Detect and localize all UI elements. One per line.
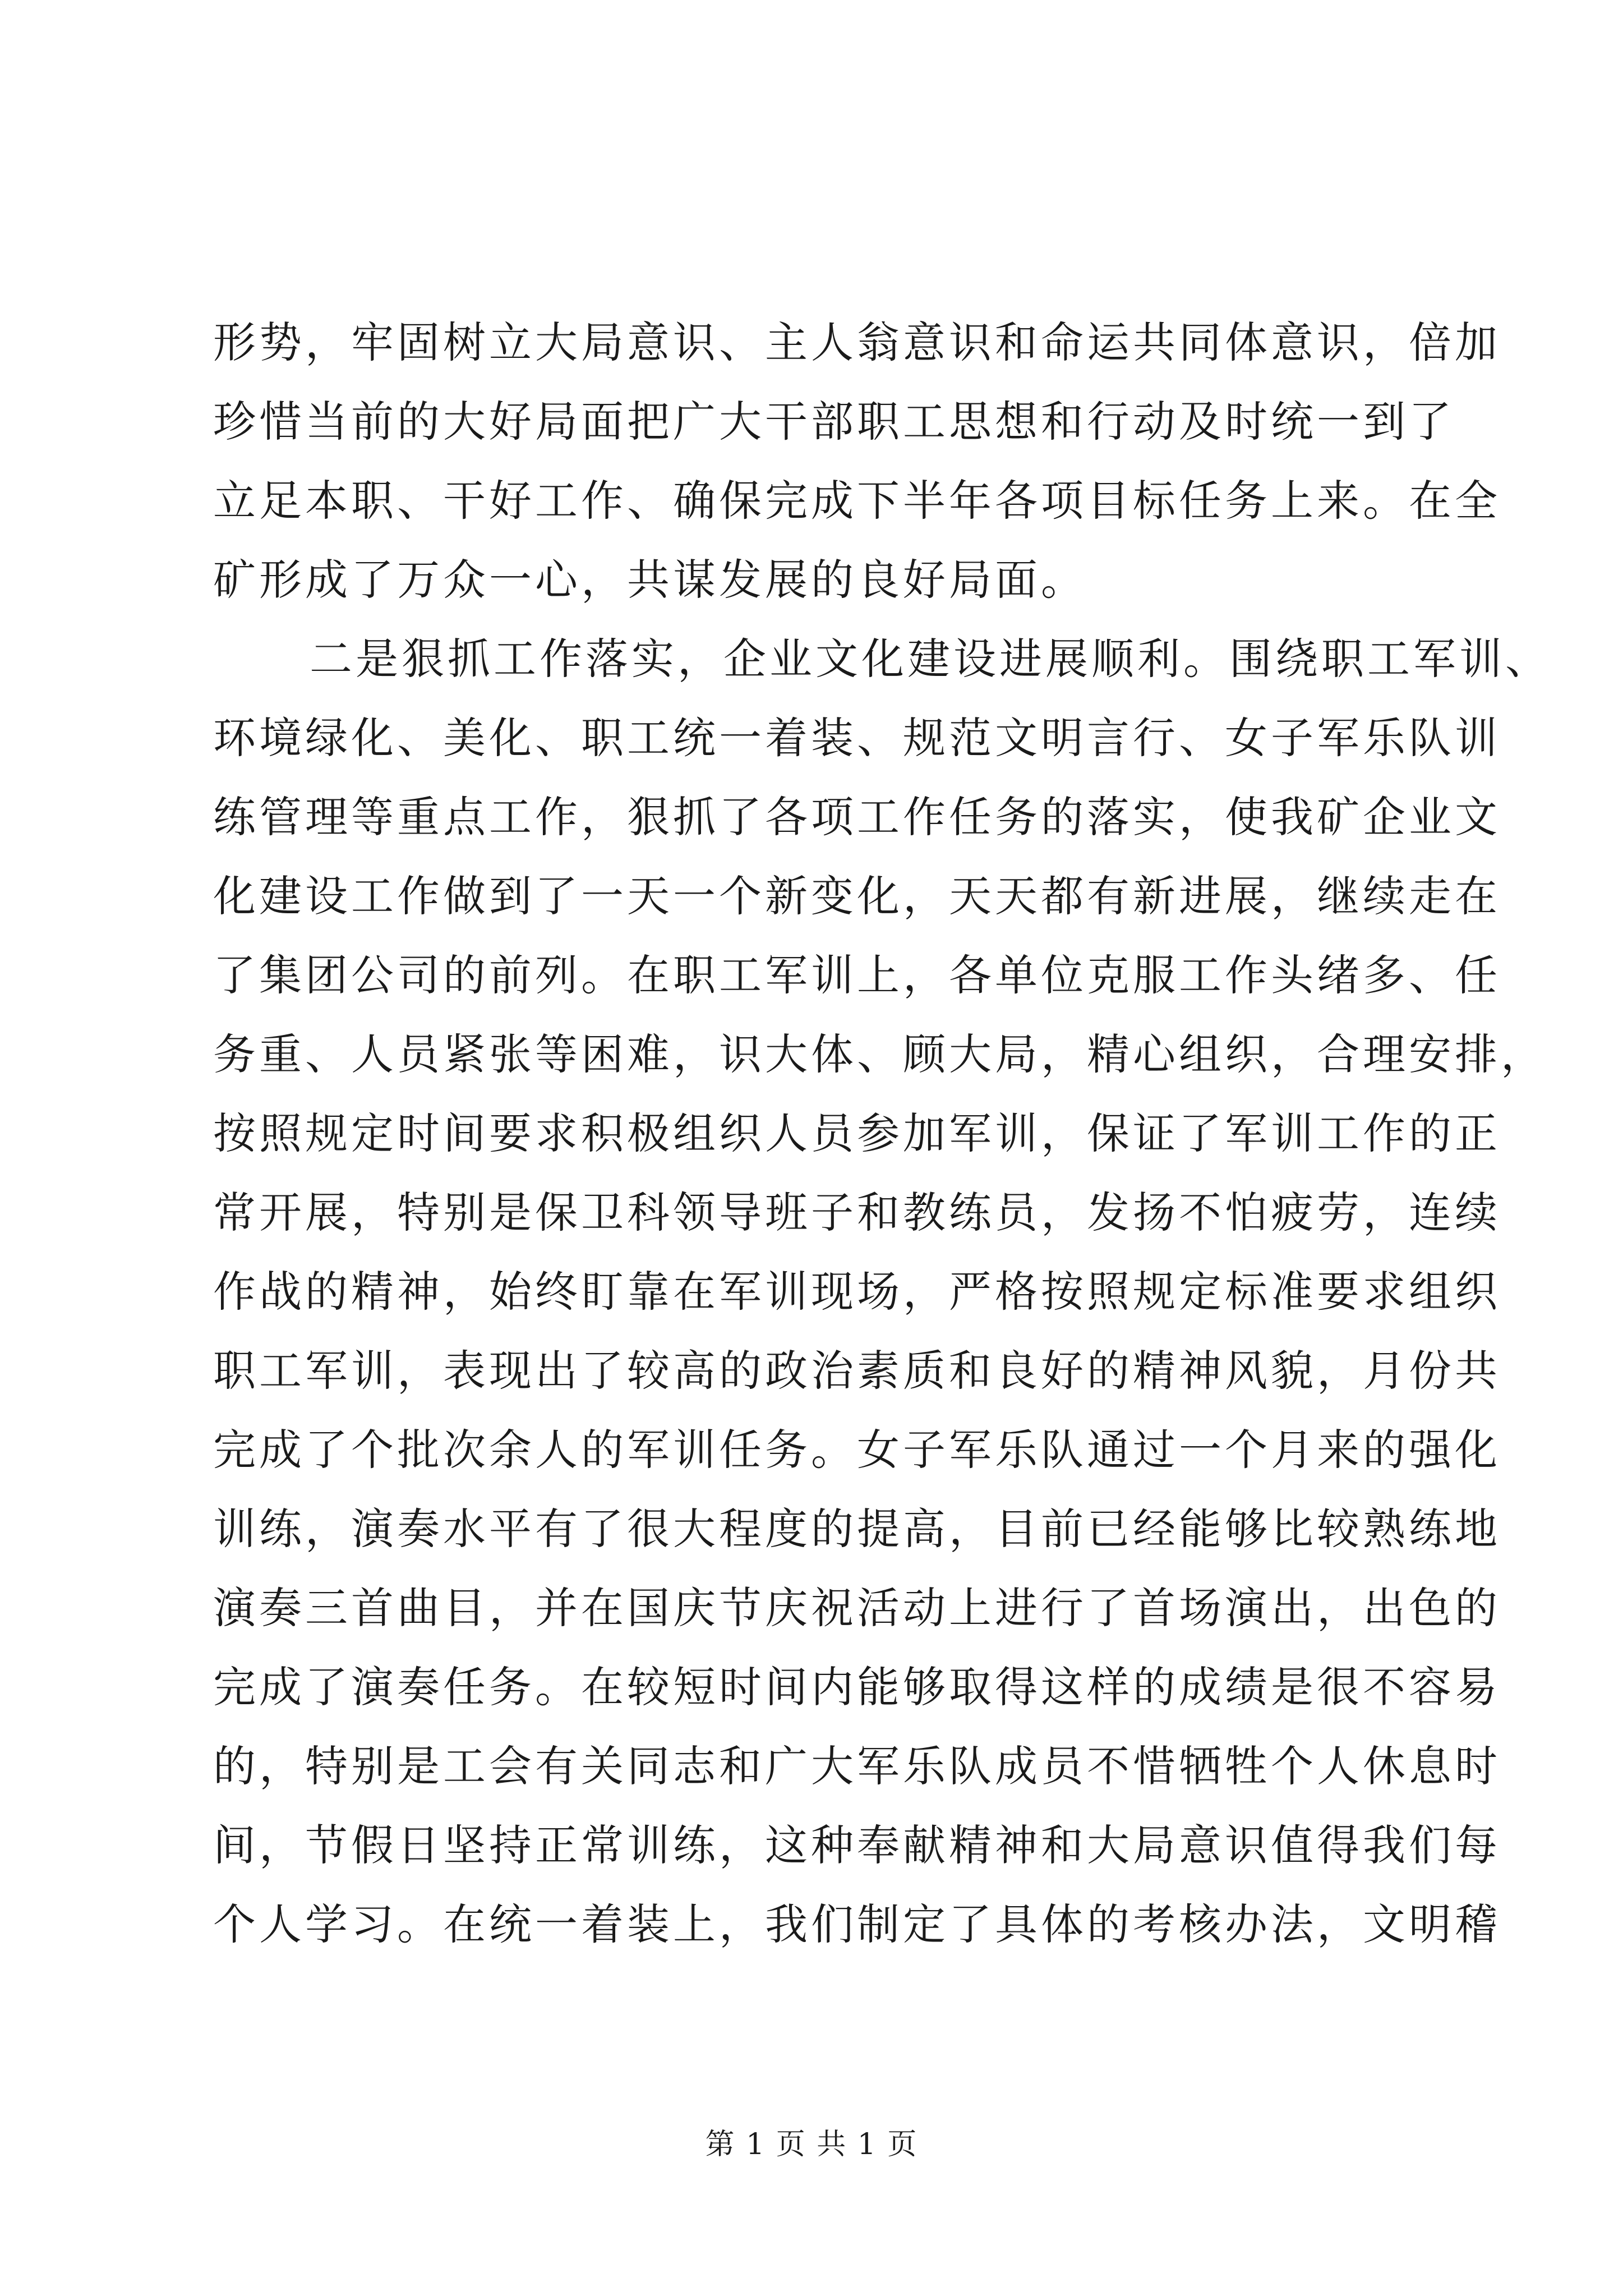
text-line: 务重、人员紧张等困难，识大体、顾大局，精心组织，合理安排，: [213, 1029, 1547, 1079]
page-number-label: 第 1 页 共 1 页: [705, 2128, 918, 2161]
text-line: 完成了个批次余人的军训任务。女子军乐队通过一个月来的强化: [213, 1425, 1501, 1475]
text-line: 完成了演奏任务。在较短时间内能够取得这样的成绩是很不容易: [213, 1662, 1501, 1712]
text-line: 常开展，特别是保卫科领导班子和教练员，发扬不怕疲劳，连续: [213, 1188, 1501, 1237]
document-body: [213, 303, 1551, 1964]
text-line: 化建设工作做到了一天一个新变化，天天都有新进展，继续走在: [213, 871, 1501, 921]
text-line: 个人学习。在统一着装上，我们制定了具体的考核办法，文明稽: [213, 1899, 1501, 1949]
text-line: 练管理等重点工作，狠抓了各项工作任务的落实，使我矿企业文: [213, 792, 1501, 842]
paragraph-first-line: 二是狠抓工作落实，企业文化建设进展顺利。围绕职工军训、: [310, 634, 1551, 684]
text-line: 间，节假日坚持正常训练，这种奉献精神和大局意识值得我们每: [213, 1820, 1501, 1870]
text-line: 的，特别是工会有关同志和广大军乐队成员不惜牺牲个人休息时: [213, 1741, 1501, 1791]
text-line: 形势，牢固树立大局意识、主人翁意识和命运共同体意识，倍加: [213, 318, 1501, 367]
page-footer: [0, 2120, 1623, 2162]
text-line: 了集团公司的前列。在职工军训上，各单位克服工作头绪多、任: [213, 950, 1501, 1000]
text-line: 演奏三首曲目，并在国庆节庆祝活动上进行了首场演出，出色的: [213, 1583, 1501, 1633]
text-line: 按照规定时间要求积极组织人员参加军训，保证了军训工作的正: [213, 1108, 1501, 1158]
text-line: 训练，演奏水平有了很大程度的提高，目前已经能够比较熟练地: [213, 1504, 1501, 1554]
text-line: 珍惜当前的大好局面把广大干部职工思想和行动及时统一到了: [213, 397, 1455, 447]
text-line: 环境绿化、美化、职工统一着装、规范文明言行、女子军乐队训: [213, 713, 1501, 763]
text-line: 职工军训，表现出了较高的政治素质和良好的精神风貌，月份共: [213, 1346, 1501, 1396]
text-line: 作战的精神，始终盯靠在军训现场，严格按照规定标准要求组织: [213, 1267, 1501, 1317]
text-line: 矿形成了万众一心，共谋发展的良好局面。: [213, 555, 1087, 605]
text-line: 立足本职、干好工作、确保完成下半年各项目标任务上来。在全: [213, 476, 1501, 526]
